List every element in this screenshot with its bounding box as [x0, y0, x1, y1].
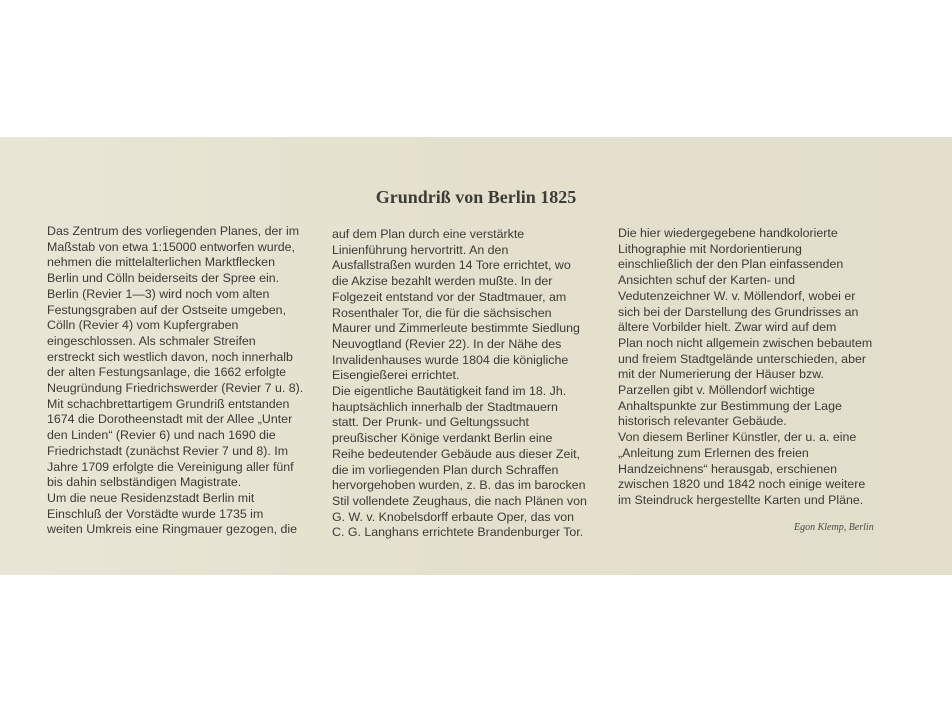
text-line: historisch relevanter Gebäude. — [618, 414, 787, 429]
text-line: Folgezeit entstand vor der Stadtmauer, am — [332, 289, 567, 304]
text-line: preußischer Könige verdankt Berlin eine — [332, 431, 553, 446]
text-line: Parzellen gibt v. Möllendorf wichtige — [618, 383, 815, 398]
text-line: Stil vollendete Zeughaus, die nach Plänen von — [332, 493, 587, 508]
text-line: weiten Umkreis eine Ringmauer gezogen, die — [47, 522, 298, 537]
text-line: der alten Festungsanlage, die 1662 erfolgte — [47, 365, 287, 380]
text-line: Handzeichnens“ herausgab, erschienen — [618, 461, 838, 476]
text-line: hauptsächlich innerhalb der Stadtmauern — [332, 399, 558, 414]
document-title: Grundriß von Berlin 1825 — [375, 187, 577, 207]
text-line: nehmen die mittelalterlichen Marktflecken — [47, 255, 275, 270]
text-line: mit der Numerierung der Häuser bzw. — [618, 367, 824, 382]
text-line: ältere Vorbilder hielt. Zwar wird auf dem — [618, 320, 837, 335]
text-line: die im vorliegenden Plan durch Schraffen — [332, 462, 559, 477]
text-line: Die hier wiedergegebene handkolorierte — [618, 226, 838, 240]
text-line: Berlin und Cölln beiderseits der Spree ein. — [47, 271, 280, 286]
text-line: Maurer und Zimmerleute bestimmte Siedlung — [332, 321, 580, 336]
text-line: einschließlich der den Plan einfassenden — [618, 257, 844, 272]
text-line: erstreckt sich westlich davon, noch innerhalb — [47, 349, 293, 364]
author-signature: Egon Klemp, Berlin — [794, 522, 874, 533]
text-line: hervorgehoben wurden, z. B. das im barocken — [332, 478, 586, 493]
text-line: Maßstab von etwa 1:15000 entworfen wurde, — [47, 239, 295, 254]
text-line: G. W. v. Knobelsdorff erbaute Oper, das von — [332, 509, 574, 524]
text-line: bis dahin selbständigen Magistrate. — [47, 475, 242, 490]
text-line: zwischen 1820 und 1842 noch einige weitere — [618, 477, 866, 492]
text-line: Mit schachbrettartigem Grundriß entstanden — [47, 396, 290, 411]
text-line: Die eigentliche Bautätigkeit fand im 18. Jh. — [332, 384, 567, 399]
text-line: Jahre 1709 erfolgte die Vereinigung aller fünf — [47, 459, 294, 474]
text-line: C. G. Langhans errichtete Brandenburger Tor. — [332, 525, 584, 540]
text-line: 1674 die Dorotheenstadt mit der Allee „Unter — [47, 412, 293, 427]
text-line: Das Zentrum des vorliegenden Planes, der im — [47, 224, 300, 238]
text-line: die Akzise bezahlt werden mußte. In der — [332, 274, 553, 289]
text-line: Berlin (Revier 1—3) wird noch vom alten — [47, 286, 270, 301]
text-line: im Steindruck hergestellte Karten und Pläne. — [618, 492, 864, 507]
text-line: Eisengießerei errichtet. — [332, 368, 460, 383]
text-line: „Anleitung zum Erlernen des freien — [618, 445, 809, 460]
document-sheet — [0, 137, 952, 575]
text-line: Einschluß der Vorstädte wurde 1735 im — [47, 506, 264, 521]
text-line: den Linden“ (Revier 6) und nach 1690 die — [47, 428, 276, 443]
text-line: Anhaltspunkte zur Bestimmung der Lage — [618, 398, 842, 413]
text-column-1 — [47, 224, 303, 538]
text-line: Lithographie mit Nordorientierung — [618, 241, 802, 256]
text-line: Linienführung hervortritt. An den — [332, 242, 509, 257]
text-column-3 — [618, 226, 872, 509]
text-line: Von diesem Berliner Künstler, der u. a. eine — [618, 430, 857, 445]
text-line: eingeschlossen. Als schmaler Streifen — [47, 333, 256, 348]
text-line: Reihe bedeutender Gebäude aus dieser Zeit, — [332, 446, 580, 461]
text-line: sich bei der Darstellung des Grundrisses an — [618, 304, 859, 319]
text-line: Vedutenzeichner W. v. Möllendorf, wobei er — [618, 288, 856, 303]
text-line: Um die neue Residenzstadt Berlin mit — [47, 490, 255, 505]
text-line: Neuvogtland (Revier 22). In der Nähe des — [332, 336, 562, 351]
text-line: Neugründung Friedrichswerder (Revier 7 u. 8). — [47, 381, 304, 396]
text-line: Ansichten schuf der Karten- und — [618, 273, 796, 288]
text-line: Friedrichstadt (zunächst Revier 7 und 8). Im — [47, 443, 289, 458]
text-line: Rosenthaler Tor, die für die sächsischen — [332, 305, 552, 320]
text-column-2 — [332, 227, 587, 541]
text-line: und freiem Stadtgelände unterschieden, aber — [618, 351, 866, 366]
text-line: statt. Der Prunk- und Geltungssucht — [332, 415, 529, 430]
text-line: Cölln (Revier 4) vom Kupfergraben — [47, 318, 239, 333]
text-line: Festungsgraben auf der Ostseite umgeben, — [47, 302, 287, 317]
text-line: auf dem Plan durch eine verstärkte — [332, 227, 525, 241]
text-line: Plan noch nicht allgemein zwischen bebautem — [618, 335, 873, 350]
text-line: Ausfallstraßen wurden 14 Tore errichtet, wo — [332, 258, 571, 273]
text-line: Invalidenhauses wurde 1804 die königliche — [332, 352, 569, 367]
